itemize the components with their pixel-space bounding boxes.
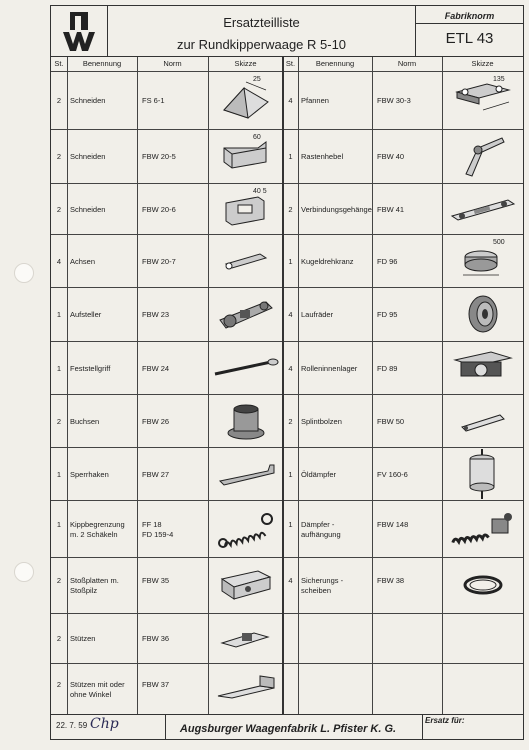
handwritten-signature: Chp [90,716,119,732]
column-header-skizze: Skizze [234,59,257,68]
row-norm: FBW 26 [142,416,170,426]
row-quantity: 2 [56,576,62,585]
footer-divider-v [165,714,166,739]
row-part-name: Sperrhaken [70,469,109,479]
row-norm: FBW 35 [142,576,170,585]
row-part-name-line2: scheiben [301,586,332,595]
row-quantity: 2 [56,416,62,426]
row-norm: FBW 40 [377,152,405,161]
row-norm-line2: FD 159-4 [142,529,174,539]
row-part-name: Schneiden [70,96,106,105]
row-norm: FBW 36 [142,634,170,643]
document-subtitle: zur Rundkipperwaage R 5-10 [176,37,347,52]
norm-box [416,6,523,56]
row-quantity: 1 [56,519,62,529]
row-norm: FBW 41 [377,204,405,214]
row-part-name: Buchsen [70,416,100,426]
sketch-dimension-label: 135 [493,76,505,83]
row-quantity: 2 [56,96,62,105]
row-norm: FD 89 [377,363,398,373]
norm-label: Fabriknorm [416,9,523,24]
triangular-blade-sketch [208,71,283,129]
row-norm: FBW 23 [142,310,170,319]
row-part-name: Rolleninnenlager [301,363,358,373]
column-header-benennung: Benennung [82,59,122,68]
row-part-name-line2: ohne Winkel [70,689,112,699]
row-norm: FBW 20-7 [142,256,176,266]
row-quantity: 4 [288,363,293,373]
row-quantity: 1 [56,469,62,479]
row-quantity: 2 [56,152,62,161]
row-part-name-line2: m. 2 Schäkeln [70,529,118,539]
row-part-name: Kippbegrenzung [70,519,125,529]
row-quantity: 2 [56,204,62,214]
row-norm: FBW 20-6 [142,204,176,214]
sketch-dimension-label: 500 [493,239,505,246]
row-quantity: 1 [56,363,62,373]
lock-washer-sketch [442,557,523,613]
roller-bearing-sketch [442,341,523,394]
buffer-plate-sketch [208,557,283,613]
row-quantity: 1 [288,469,293,479]
pin-bolt-sketch [442,394,523,447]
row-quantity: 4 [288,310,293,319]
row-norm: FD 96 [377,256,398,266]
row-quantity: 1 [288,152,293,161]
axle-sketch [208,234,283,287]
row-part-name: Schneiden [70,204,106,214]
row-norm: FBW 50 [377,416,405,426]
square-blade-sketch [208,129,283,183]
column-header-benennung: Benennung [315,59,355,68]
ball-slewing-ring-sketch [442,234,523,287]
row-quantity: 4 [56,256,62,266]
row-norm: FBW 20-5 [142,152,176,161]
row-part-name: Sicherungs - [301,576,344,585]
row-part-name: Öldämpfer [301,469,337,479]
row-part-name: Dämpfer - [301,519,335,529]
row-norm: FBW 148 [377,519,409,529]
table-row [283,663,523,714]
sketch-dimension-label: 60 [253,134,261,141]
row-part-name: Stützen mit oder [70,679,125,689]
footer-ersatz-label: Ersatz für: [425,716,465,725]
column-header-skizze: Skizze [471,59,494,68]
punch-hole [14,562,34,582]
row-part-name: Feststellgriff [70,363,111,373]
bushing-sketch [208,394,283,447]
row-norm: FV 160-6 [377,469,408,479]
column-header-st: St. [54,59,64,68]
stand-bracket-sketch [208,287,283,341]
row-quantity: 1 [288,519,293,529]
row-part-name: Laufräder [301,310,334,319]
row-quantity: 2 [288,416,293,426]
row-norm: FF 18 [142,519,162,529]
detent-lever-sketch [442,129,523,183]
row-part-name: Aufsteller [70,310,102,319]
document-title: Ersatzteilliste [223,15,300,30]
row-part-name: Verbindungsgehänge [301,204,372,214]
slotted-blade-sketch [208,183,283,234]
row-part-name: Rastenhebel [301,152,344,161]
title-box [108,6,416,56]
link-hanger-sketch [442,183,523,234]
row-quantity: 2 [288,204,293,214]
row-quantity: 1 [56,310,62,319]
row-part-name: Stoßplatten m. [70,576,119,585]
table-row [283,613,523,663]
norm-value: ETL 43 [445,30,494,47]
row-quantity: 2 [56,679,62,689]
footer-divider [51,714,523,715]
column-header-st: St. [285,59,296,68]
row-norm: FBW 24 [142,363,170,373]
column-header-norm: Norm [397,59,417,68]
row-part-name-line2: aufhängung [301,529,341,539]
row-norm: FBW 27 [142,469,170,479]
running-wheel-sketch [442,287,523,341]
spring-sketch [208,500,283,557]
row-norm: FBW 37 [142,679,170,689]
row-part-name: Stützen [70,634,96,643]
row-quantity: 4 [288,576,293,585]
row-quantity: 2 [56,634,62,643]
row-norm: FS 6-1 [142,96,165,105]
row-quantity: 1 [288,256,293,266]
company-logo [51,6,108,56]
sketch-dimension-label: 40 5 [253,188,267,195]
row-part-name-line2: Stoßpilz [70,586,98,595]
row-part-name: Pfannen [301,96,329,105]
footer-company: Augsburger Waagenfabrik L. Pfister K. G. [179,723,397,735]
sketch-dimension-label: 25 [253,76,261,83]
row-part-name: Kugeldrehkranz [301,256,354,266]
footer-date: 22. 7. 59 [56,721,88,730]
oil-damper-sketch [442,447,523,500]
support-sketch [208,613,283,663]
row-norm: FD 95 [377,310,398,319]
row-norm: FBW 30-3 [377,96,411,105]
row-part-name: Splintbolzen [301,416,342,426]
punch-hole [14,263,34,283]
footer-divider-v [422,714,423,739]
bearing-pan-sketch [442,71,523,129]
row-part-name: Schneiden [70,152,106,161]
locking-handle-sketch [208,341,283,394]
column-header-norm: Norm [163,59,182,68]
locking-hook-sketch [208,447,283,500]
row-part-name: Achsen [70,256,96,266]
angle-support-sketch [208,663,283,714]
damper-mount-sketch [442,500,523,557]
row-norm: FBW 38 [377,576,405,585]
row-quantity: 4 [288,96,293,105]
